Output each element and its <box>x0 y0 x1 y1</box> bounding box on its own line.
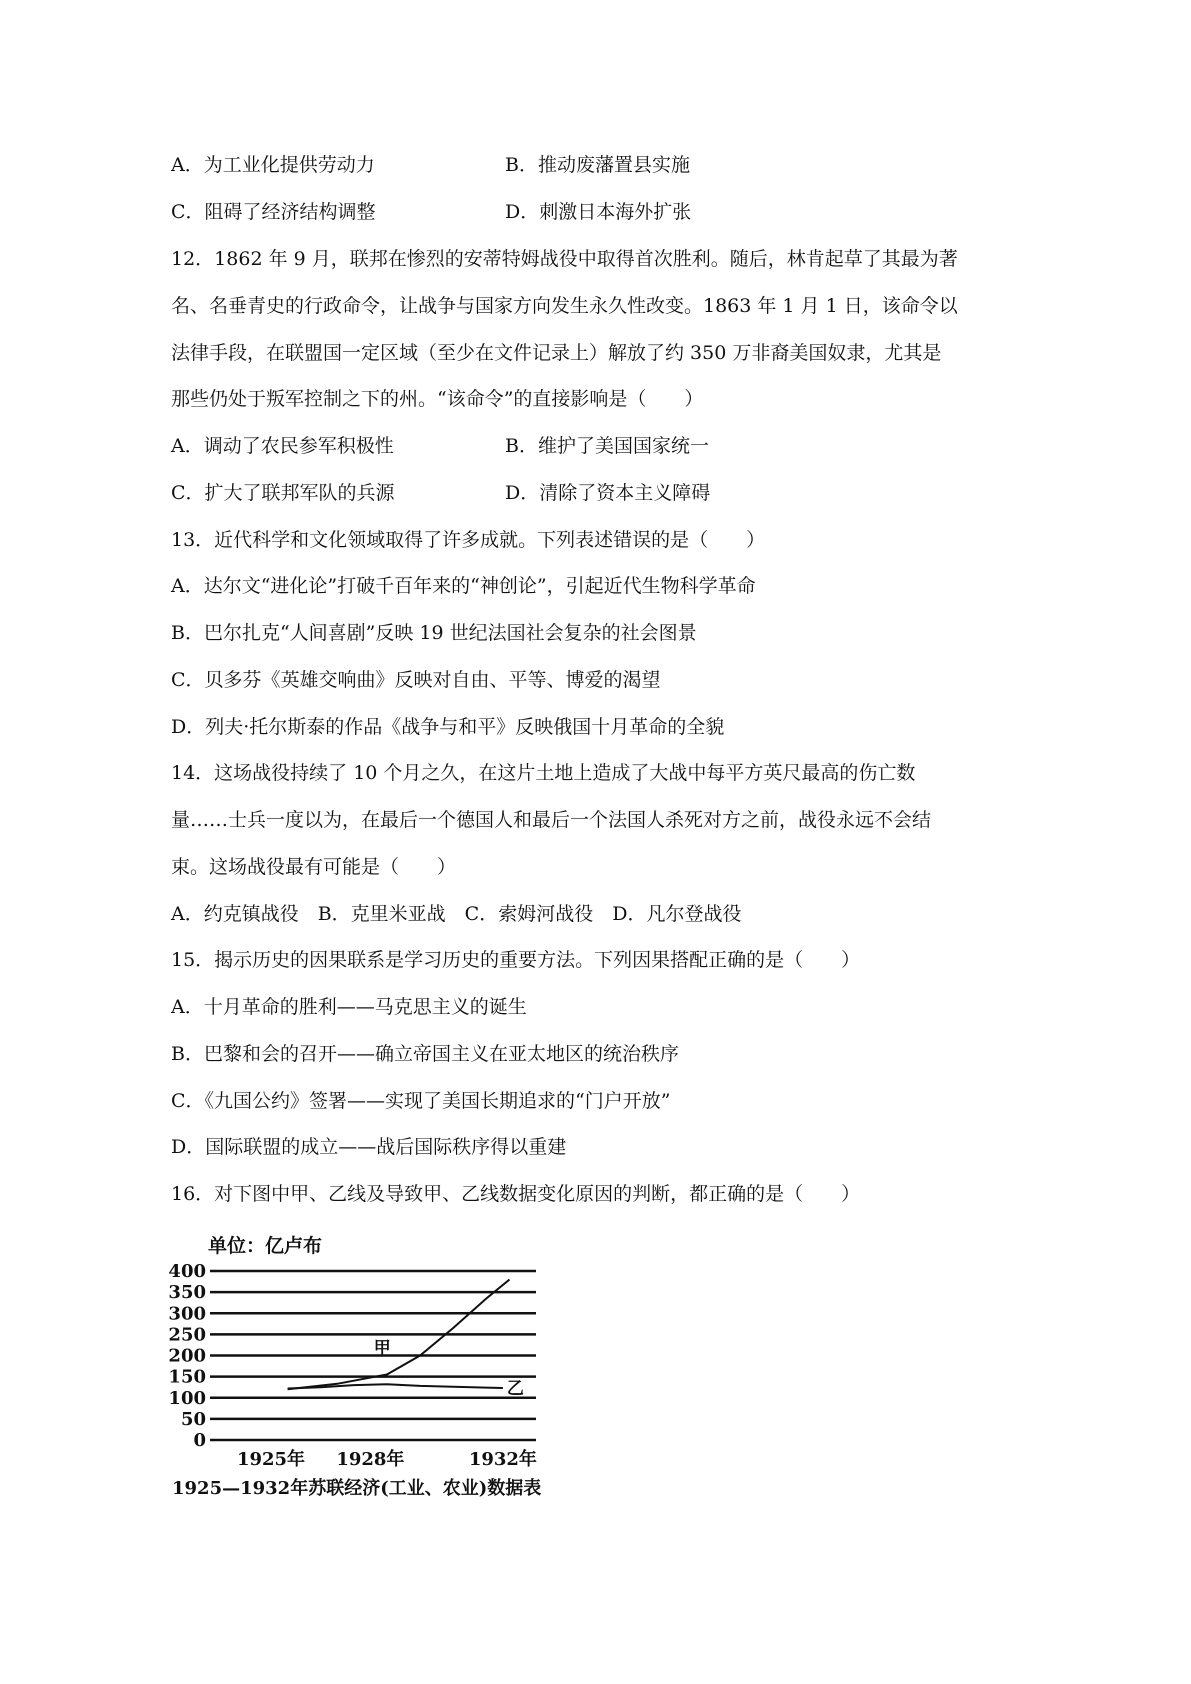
economy-chart-svg <box>168 1228 598 1508</box>
q12-stem-line-2: 名、名垂青史的行政命令，让战争与国家方向发生永久性改变。1863 年 1 月 1 日，该命令以 <box>171 295 958 317</box>
q14-stem-line-1: 14．这场战役持续了 10 个月之久，在这片土地上造成了大战中每平方英尺最高的伤亡数 <box>171 762 916 784</box>
q11-option-c: C．阻碍了经济结构调整 <box>171 201 376 223</box>
chart-series <box>288 1280 524 1400</box>
y-tick-label: 100 <box>168 1387 206 1409</box>
y-tick-label: 400 <box>168 1261 206 1282</box>
q15-stem: 15．揭示历史的因果联系是学习历史的重要方法。下列因果搭配正确的是（ ） <box>171 949 861 971</box>
q16-stem: 16．对下图中甲、乙线及导致甲、乙线数据变化原因的判断，都正确的是（ ） <box>171 1183 861 1205</box>
q13-option-d: D．列夫·托尔斯泰的作品《战争与和平》反映俄国十月革命的全貌 <box>171 716 725 738</box>
chart-unit-label: 单位：亿卢布 <box>208 1235 323 1257</box>
q14-stem-line-3: 束。这场战役最有可能是（ ） <box>171 856 457 878</box>
y-tick-label: 0 <box>193 1430 206 1451</box>
chart-x-ticks <box>237 1448 537 1470</box>
q14-options: A．约克镇战役 B．克里米亚战 C．索姆河战役 D．凡尔登战役 <box>171 903 742 925</box>
q12-option-a: A．调动了农民参军积极性 <box>171 435 394 457</box>
q13-stem: 13．近代科学和文化领域取得了许多成就。下列表述错误的是（ ） <box>171 529 766 551</box>
q14-stem-line-2: 量……士兵一度以为，在最后一个德国人和最后一个法国人杀死对方之前，战役永远不会结 <box>171 809 932 831</box>
x-tick-label: 1932年 <box>468 1449 537 1470</box>
y-tick-label: 350 <box>168 1282 206 1304</box>
y-tick-label: 150 <box>168 1366 206 1388</box>
y-tick-label: 250 <box>168 1324 206 1346</box>
y-tick-label: 50 <box>180 1408 206 1430</box>
q12-option-d: D．清除了资本主义障碍 <box>505 482 711 504</box>
series-label-1: 甲 <box>373 1338 391 1359</box>
q12-option-c: C．扩大了联邦军队的兵源 <box>171 482 395 504</box>
q11-option-d: D．刺激日本海外扩张 <box>505 201 692 223</box>
x-tick-label: 1925年 <box>236 1449 306 1470</box>
q15-option-b: B．巴黎和会的召开——确立帝国主义在亚太地区的统治秩序 <box>171 1043 679 1065</box>
series-label-2: 乙 <box>506 1379 524 1400</box>
chart-caption: 1925—1932年苏联经济(工业、农业)数据表 <box>172 1478 542 1499</box>
q13-option-a: A．达尔文“进化论”打破千百年来的“神创论”，引起近代生物科学革命 <box>171 575 756 597</box>
q15-option-a: A．十月革命的胜利——马克思主义的诞生 <box>171 996 527 1018</box>
q12-option-b: B．维护了美国国家统一 <box>505 435 709 457</box>
q12-stem-line-3: 法律手段，在联盟国一定区域（至少在文件记录上）解放了约 350 万非裔美国奴隶，尤其是 <box>171 342 942 364</box>
x-tick-label: 1928年 <box>336 1449 405 1470</box>
q12-stem-line-1: 12．1862 年 9 月，联邦在惨烈的安蒂特姆战役中取得首次胜利。随后，林肯起草了其最为著 <box>171 248 958 270</box>
q12-stem-line-4: 那些仍处于叛军控制之下的州。“该命令”的直接影响是（ ） <box>171 388 704 410</box>
q13-option-c: C．贝多芬《英雄交响曲》反映对自由、平等、博爱的渴望 <box>171 669 661 691</box>
y-tick-label: 300 <box>168 1303 206 1325</box>
q11-option-b: B．推动废藩置县实施 <box>505 154 690 176</box>
q11-option-a: A．为工业化提供劳动力 <box>171 154 375 176</box>
q15-option-c: C．《九国公约》签署——实现了美国长期追求的“门户开放” <box>171 1090 671 1112</box>
q15-option-d: D．国际联盟的成立——战后国际秩序得以重建 <box>171 1136 567 1158</box>
chart-y-ticks <box>168 1261 206 1451</box>
y-tick-label: 200 <box>168 1345 206 1367</box>
q13-option-b: B．巴尔扎克“人间喜剧”反映 19 世纪法国社会复杂的社会图景 <box>171 622 697 644</box>
economy-chart <box>168 1228 598 1508</box>
